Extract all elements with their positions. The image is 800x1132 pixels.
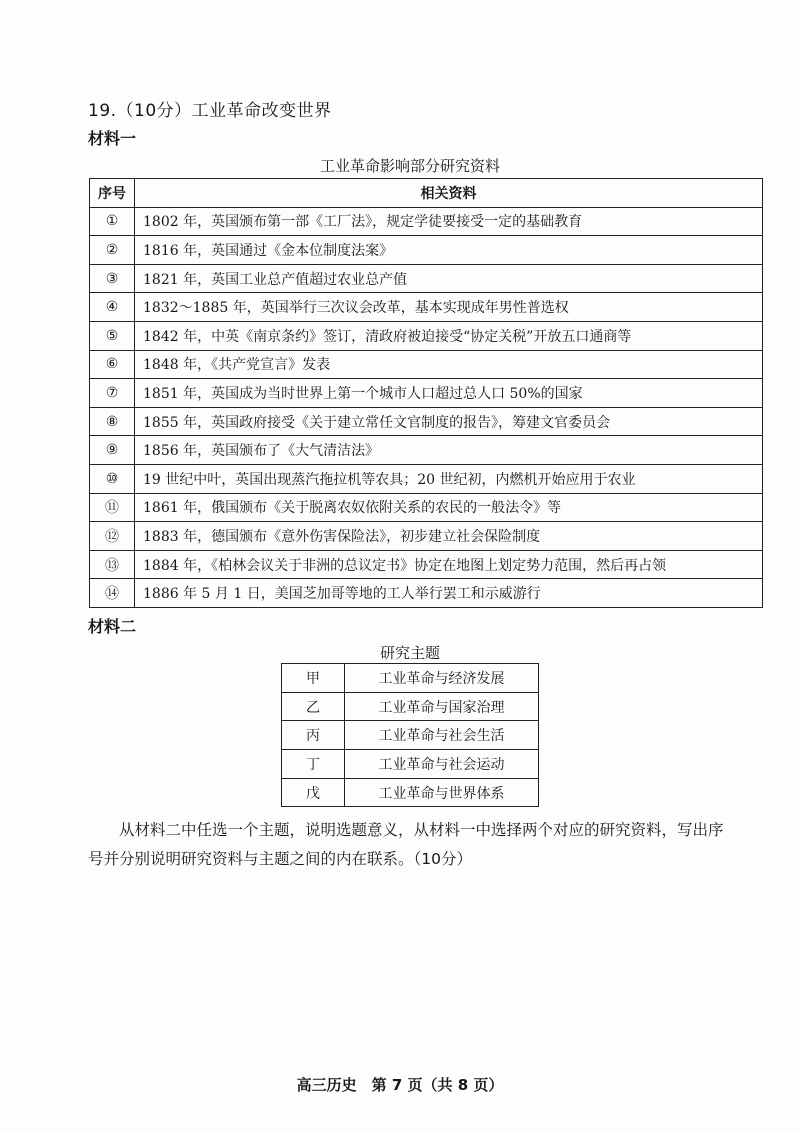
row-text: 1883 年，德国颁布《意外伤害保险法》，初步建立社会保险制度	[135, 522, 763, 551]
table-row	[90, 379, 763, 408]
row-number: ②	[90, 236, 135, 265]
table-row	[282, 692, 539, 721]
table-row	[90, 293, 763, 322]
row-number: ⑧	[90, 407, 135, 436]
material-one-label: 材料一	[88, 129, 137, 148]
table-row	[282, 750, 539, 779]
row-number: ⑪	[90, 493, 135, 522]
topic-name: 工业革命与经济发展	[345, 664, 539, 693]
table-row	[90, 321, 763, 350]
row-number: ④	[90, 293, 135, 322]
topic-key: 戊	[282, 778, 345, 807]
table-row	[90, 522, 763, 551]
table-row	[282, 778, 539, 807]
row-number: ⑩	[90, 464, 135, 493]
row-text: 1832～1885 年，英国举行三次议会改革，基本实现成年男性普选权	[135, 293, 763, 322]
question-title: 19.（10分）工业革命改变世界	[88, 101, 332, 121]
table-row	[282, 721, 539, 750]
row-text: 1861 年，俄国颁布《关于脱离农奴依附关系的农民的一般法令》等	[135, 493, 763, 522]
row-text: 1884 年，《柏林会议关于非洲的总议定书》协定在地图上划定势力范围，然后再占领	[135, 550, 763, 579]
research-materials-caption: 工业革命影响部分研究资料	[319, 157, 500, 175]
topic-key: 甲	[282, 664, 345, 693]
research-topics-caption: 研究主题	[379, 644, 440, 662]
row-text: 1856 年，英国颁布了《大气清洁法》	[135, 436, 763, 465]
row-text: 1821 年，英国工业总产值超过农业总产值	[135, 264, 763, 293]
row-text: 19 世纪中叶，英国出现蒸汽拖拉机等农具；20 世纪初，内燃机开始应用于农业	[135, 464, 763, 493]
table-row	[90, 493, 763, 522]
row-number: ①	[90, 207, 135, 236]
row-number: ⑭	[90, 579, 135, 608]
table-row	[90, 464, 763, 493]
row-number: ⑥	[90, 350, 135, 379]
topic-name: 工业革命与社会生活	[345, 721, 539, 750]
row-text: 1802 年，英国颁布第一部《工厂法》，规定学徒要接受一定的基础教育	[135, 207, 763, 236]
table-header-row	[90, 179, 763, 208]
research-topics-table	[281, 663, 539, 807]
topic-name: 工业革命与社会运动	[345, 750, 539, 779]
row-text: 1855 年，英国政府接受《关于建立常任文官制度的报告》，筹建文官委员会	[135, 407, 763, 436]
topic-key: 丙	[282, 721, 345, 750]
row-number: ⑬	[90, 550, 135, 579]
material-two-label: 材料二	[88, 617, 137, 636]
row-text: 1886 年 5 月 1 日，美国芝加哥等地的工人举行罢工和示威游行	[135, 579, 763, 608]
table-row	[90, 207, 763, 236]
row-text: 1851 年，英国成为当时世界上第一个城市人口超过总人口 50%的国家	[135, 379, 763, 408]
table-row	[90, 550, 763, 579]
table-row	[90, 264, 763, 293]
header-content: 相关资料	[135, 179, 763, 208]
table-row	[90, 407, 763, 436]
row-number: ⑤	[90, 321, 135, 350]
table-row	[90, 436, 763, 465]
topic-name: 工业革命与世界体系	[345, 778, 539, 807]
topic-key: 丁	[282, 750, 345, 779]
row-text: 1848 年，《共产党宣言》发表	[135, 350, 763, 379]
research-materials-table	[89, 178, 763, 608]
table-row	[90, 350, 763, 379]
row-number: ⑦	[90, 379, 135, 408]
row-number: ③	[90, 264, 135, 293]
row-text: 1842 年，中英《南京条约》签订，清政府被迫接受“协定关税”开放五口通商等	[135, 321, 763, 350]
table-row	[90, 579, 763, 608]
page-footer: 高三历史 第 7 页（共 8 页）	[296, 1076, 504, 1094]
table-row	[282, 664, 539, 693]
header-no: 序号	[90, 179, 135, 208]
topic-name: 工业革命与国家治理	[345, 692, 539, 721]
topic-key: 乙	[282, 692, 345, 721]
row-number: ⑫	[90, 522, 135, 551]
row-number: ⑨	[90, 436, 135, 465]
table-row	[90, 236, 763, 265]
question-instruction: 从材料二中任选一个主题，说明选题意义，从材料一中选择两个对应的研究资料，写出序号并分别说明研究资料与主题之间的内在联系。（10分）	[88, 821, 724, 868]
row-text: 1816 年，英国通过《金本位制度法案》	[135, 236, 763, 265]
